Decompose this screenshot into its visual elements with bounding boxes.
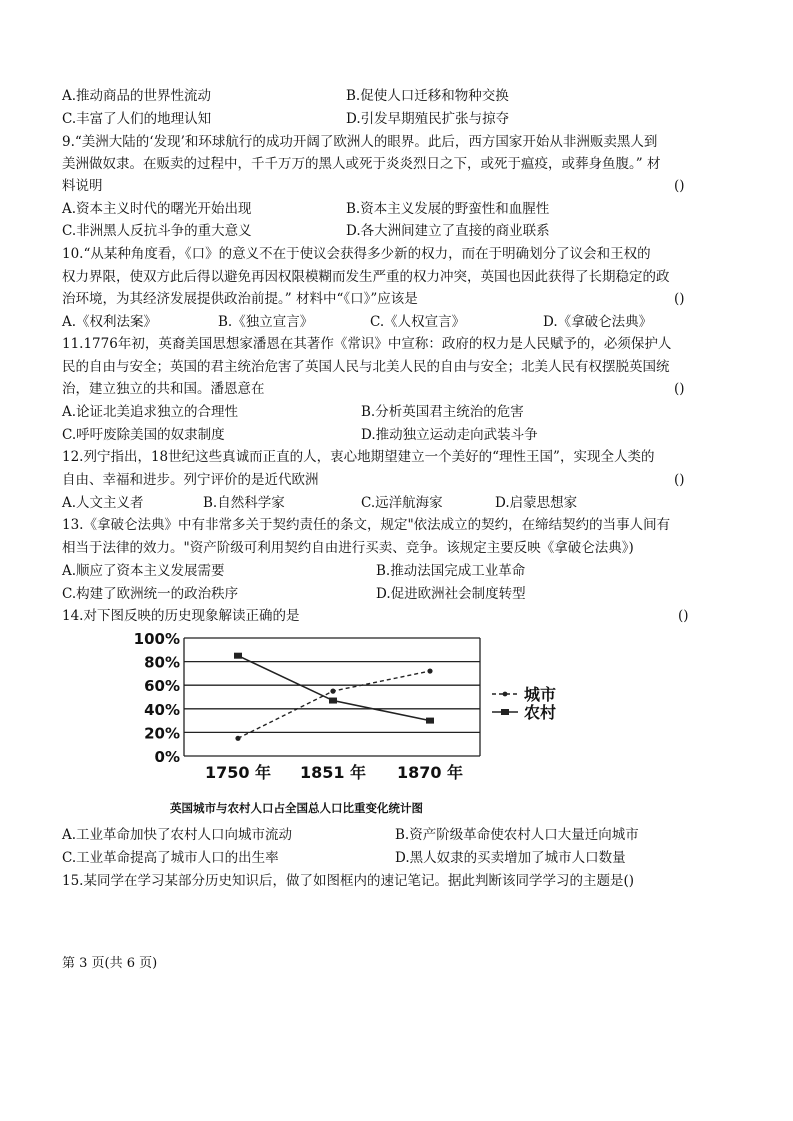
q11-line-1: 11.1776年初，英裔美国思想家潘恩在其著作《常识》中宣称：政府的权力是人民赋予的，必须保护人 xyxy=(62,336,672,352)
q10-option-c: C.《人权宣言》 xyxy=(370,314,466,330)
q13-option-d: D.促进欧洲社会制度转型 xyxy=(376,586,526,602)
chart-y-ticks xyxy=(134,630,180,766)
q12-line-2: 自由、幸福和进步。列宁评价的是近代欧洲 xyxy=(62,472,319,488)
population-chart xyxy=(120,624,590,794)
q11-answer-bracket: () xyxy=(674,381,685,397)
q14-answer-bracket: () xyxy=(678,608,689,624)
q8-option-d: D.引发早期殖民扩张与掠夺 xyxy=(346,111,510,127)
q10-line-2: 权力界限，使双方此后得以避免再因权限模糊而发生严重的权力冲突，英国也因此获得了长期稳定的政 xyxy=(62,269,670,285)
series-line-0 xyxy=(238,671,430,738)
legend-label: 农村 xyxy=(524,703,557,722)
chart-caption: 英国城市与农村人口占全国总人口比重变化统计图 xyxy=(170,801,423,815)
q9-option-d: D.各大洲间建立了直接的商业联系 xyxy=(346,223,550,239)
q12-option-a: A.人文主义者 xyxy=(62,495,144,511)
legend-marker xyxy=(501,709,509,715)
q13-line-1: 13.《拿破仑法典》中有非常多关于契约责任的条文，规定"依法成立的契约，在缔结契约的当事人间有 xyxy=(62,517,671,533)
q12-option-c: C.远洋航海家 xyxy=(361,495,443,511)
q13-option-c: C.构建了欧洲统一的政治秩序 xyxy=(62,586,239,602)
q8-option-c: C.丰富了人们的地理认知 xyxy=(62,111,212,127)
q11-option-b: B.分析英国君主统治的危害 xyxy=(361,404,524,420)
q13-option-b: B.推动法国完成工业革命 xyxy=(376,563,526,579)
q10-option-b: B.《独立宣言》 xyxy=(218,314,314,330)
x-tick-label: 1870 年 xyxy=(396,763,464,782)
q12-option-b: B.自然科学家 xyxy=(203,495,285,511)
series-point xyxy=(234,653,242,659)
series-line-1 xyxy=(238,656,430,721)
q10-option-a: A.《权利法案》 xyxy=(62,314,158,330)
q10-option-d: D.《拿破仑法典》 xyxy=(543,314,653,330)
x-tick-label: 1750 年 xyxy=(204,763,272,782)
q14-option-d: D.黑人奴隶的买卖增加了城市人口数量 xyxy=(395,850,626,866)
q13-option-a: A.顺应了资本主义发展需要 xyxy=(62,563,225,579)
series-point xyxy=(330,689,335,694)
q11-option-c: C.呼吁废除美国的奴隶制度 xyxy=(62,427,225,443)
q8-option-b: B.促使人口迁移和物种交换 xyxy=(346,88,509,104)
y-tick-label: 40% xyxy=(144,700,180,719)
y-tick-label: 0% xyxy=(154,748,180,766)
q14-line: 14.对下图反映的历史现象解读正确的是 xyxy=(62,608,300,624)
q8-option-a: A.推动商品的世界性流动 xyxy=(62,88,212,104)
q11-line-2: 民的自由与安全；英国的君主统治危害了英国人民与北美人民的自由与安全；北美人民有权摆脱英国统 xyxy=(62,359,670,375)
legend-label: 城市 xyxy=(524,685,557,704)
q9-answer-bracket: () xyxy=(674,178,685,194)
q14-option-b: B.资产阶级革命使农村人口大量迁向城市 xyxy=(395,827,639,843)
series-point xyxy=(235,736,240,741)
q9-line-3: 料说明 xyxy=(62,178,103,194)
q10-line-1: 10.“从某种角度看，《口》的意义不在于使议会获得多少新的权力，而在于明确划分了议会和王权的 xyxy=(62,246,651,262)
y-tick-label: 80% xyxy=(144,653,180,672)
page-footer: 第 3 页(共 6 页) xyxy=(62,956,158,971)
q10-line-3: 治环境，为其经济发展提供政治前提。” 材料中“《口》”应该是 xyxy=(62,291,418,307)
q9-option-c: C.非洲黑人反抗斗争的重大意义 xyxy=(62,223,252,239)
series-point xyxy=(426,718,434,724)
q10-answer-bracket: () xyxy=(674,291,685,307)
y-tick-label: 60% xyxy=(144,677,180,696)
y-tick-label: 20% xyxy=(144,724,180,743)
chart-x-ticks xyxy=(205,763,463,782)
q15-line: 15.某同学在学习某部分历史知识后，做了如图框内的速记笔记。据此判断该同学学习的主题是() xyxy=(62,873,635,889)
x-tick-label: 1851 年 xyxy=(299,763,367,782)
q12-line-1: 12.列宁指出，18世纪这些真诚而正直的人，衷心地期望建立一个美好的“理性王国”，实现全人类的 xyxy=(62,449,655,465)
q14-option-c: C.工业革命提高了城市人口的出生率 xyxy=(62,850,279,866)
chart-legend xyxy=(492,685,556,722)
q11-option-a: A.论证北美追求独立的合理性 xyxy=(62,404,239,420)
q13-line-2: 相当于法律的效力。"资产阶级可利用契约自由进行买卖、竞争。该规定主要反映《拿破仑法典》) xyxy=(62,540,634,556)
series-point xyxy=(329,698,337,704)
q11-line-3: 治，建立独立的共和国。潘恩意在 xyxy=(62,381,265,397)
q14-option-a: A.工业革命加快了农村人口向城市流动 xyxy=(62,827,293,843)
q9-option-a: A.资本主义时代的曙光开始出现 xyxy=(62,201,252,217)
q9-option-b: B.资本主义发展的野蛮性和血腥性 xyxy=(346,201,550,217)
y-tick-label: 100% xyxy=(133,630,180,648)
legend-marker xyxy=(503,692,508,697)
q11-option-d: D.推动独立运动走向武装斗争 xyxy=(361,427,538,443)
chart-series xyxy=(234,653,434,741)
q9-line-2: 美洲做奴隶。在贩卖的过程中，千千万万的黑人或死于炎炎烈日之下，或死于瘟疫，或葬身鱼腹。” 材 xyxy=(62,156,661,172)
q9-line-1: 9.“美洲大陆的‘发现’和环球航行的成功开阔了欧洲人的眼界。此后，西方国家开始从非洲贩卖黑人到 xyxy=(62,134,658,150)
q12-option-d: D.启蒙思想家 xyxy=(495,495,578,511)
q12-answer-bracket: () xyxy=(674,472,685,488)
chart-grid xyxy=(184,638,480,756)
series-point xyxy=(427,668,432,673)
